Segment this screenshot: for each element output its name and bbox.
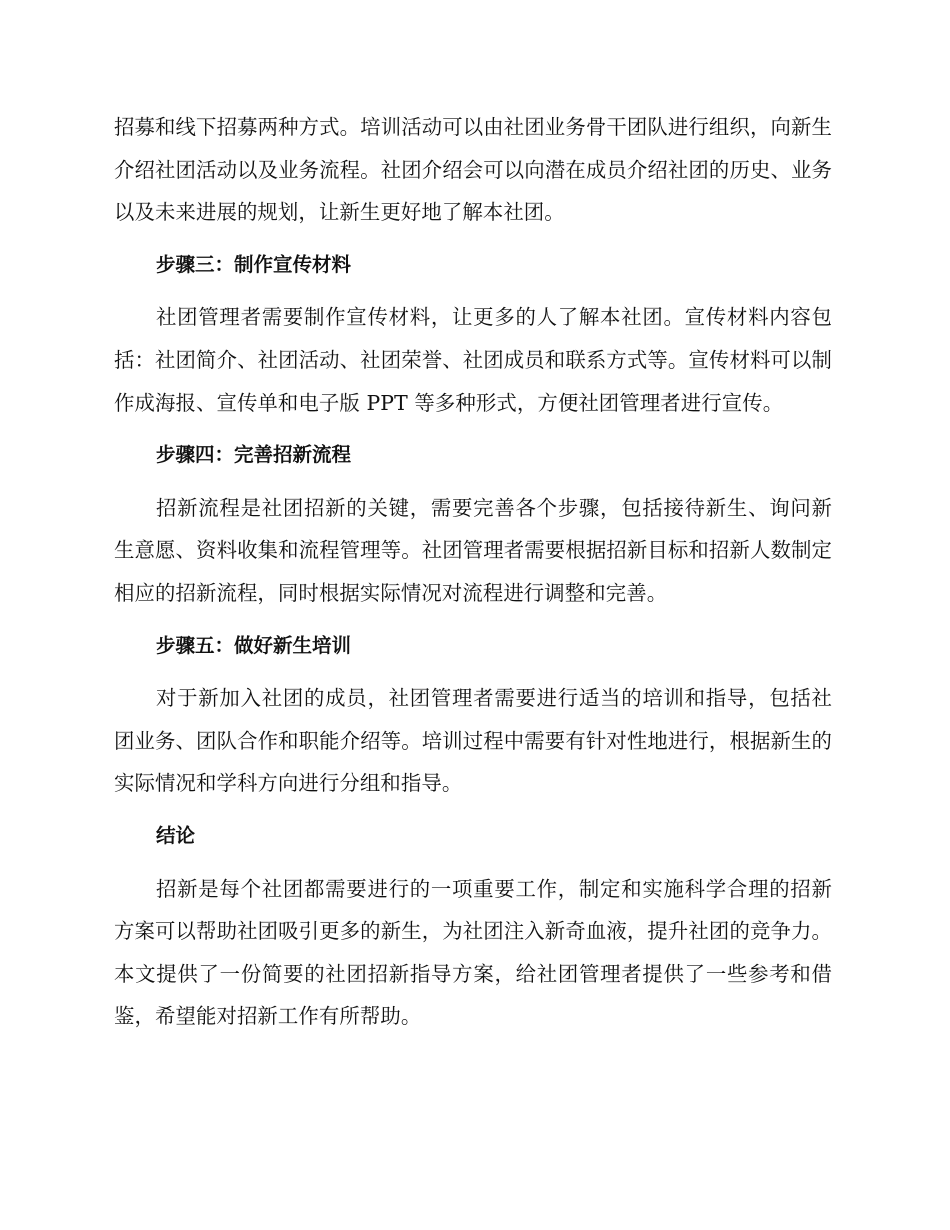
section-body-step-five: 对于新加入社团的成员，社团管理者需要进行适当的培训和指导，包括社团业务、团队合作和职能介绍等。培训过程中需要有针对性地进行，根据新生的实际情况和学科方向进行分组和指导。 [114,686,832,796]
section-heading-conclusion: 结论 [156,823,196,847]
document-content [114,106,832,1038]
section-heading-step-four: 步骤四：完善招新流程 [156,443,352,467]
section-body-step-four: 招新流程是社团招新的关键，需要完善各个步骤，包括接待新生、询问新生意愿、资料收集和流程管理等。社团管理者需要根据招新目标和招新人数制定相应的招新流程，同时根据实际情况对流程进行调整和完善。 [114,495,832,605]
section-heading-step-five: 步骤五：做好新生培训 [156,633,352,657]
section-body-step-three: 社团管理者需要制作宣传材料，让更多的人了解本社团。宣传材料内容包括：社团简介、社团活动、社团荣誉、社团成员和联系方式等。宣传材料可以制作成海报、宣传单和电子版 PPT 等多种形式，方便社团管理者进行宣传。 [114,305,832,415]
section-body-conclusion: 招新是每个社团都需要进行的一项重要工作，制定和实施科学合理的招新方案可以帮助社团吸引更多的新生，为社团注入新奇血液，提升社团的竞争力。本文提供了一份简要的社团招新指导方案，给社团管理者提供了一些参考和借鉴，希望能对招新工作有所帮助。 [114,876,832,1029]
intro-paragraph: 招募和线下招募两种方式。培训活动可以由社团业务骨干团队进行组织，向新生介绍社团活动以及业务流程。社团介绍会可以向潜在成员介绍社团的历史、业务以及未来进展的规划，让新生更好地了解本社团。 [114,115,832,225]
section-heading-step-three: 步骤三：制作宣传材料 [156,252,352,276]
